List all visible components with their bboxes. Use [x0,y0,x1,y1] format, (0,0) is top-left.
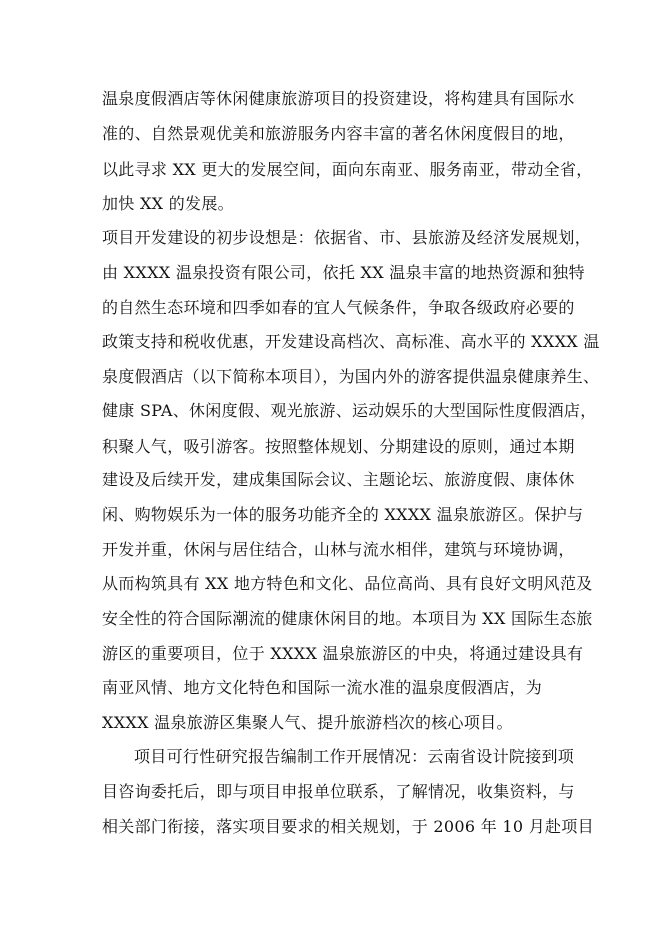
text-line: 加快 XX 的发展。 [102,194,234,213]
text-line: 政策支持和税收优惠，开发建设高档次、高标准、高水平的 XXXX 温 [102,332,600,351]
text-line: 健康 SPA、休闲度假、观光旅游、运动娱乐的大型国际性度假酒店， [102,401,597,420]
text-line: 项目开发建设的初步设想是：依据省、市、县旅游及经济发展规划， [102,228,592,247]
text-line: XXXX 温泉旅游区集聚人气、提升旅游档次的核心项目。 [102,713,513,732]
text-line: 项目可行性研究报告编制工作开展情况：云南省设计院接到项 [134,747,575,766]
text-line: 泉度假酒店（以下简称本项目），为国内外的游客提供温泉健康养生、 [102,367,600,386]
text-line: 的自然生态环境和四季如春的宜人气候条件，争取各级政府必要的 [102,298,575,317]
text-line: 游区的重要项目，位于 XXXX 温泉旅游区的中央，将通过建设具有 [102,644,584,663]
text-line: 积聚人气，吸引游客。按照整体规划、分期建设的原则，通过本期 [102,437,575,456]
text-line: 闲、购物娱乐为一体的服务功能齐全的 XXXX 温泉旅游区。保护与 [102,505,584,524]
text-line: 由 XXXX 温泉投资有限公司，依托 XX 温泉丰富的地热资源和独特 [102,263,585,282]
text-line: 南亚风情、地方文化特色和国际一流水准的温泉度假酒店，为 [102,678,543,697]
text-line: 安全性的符合国际潮流的健康休闲目的地。本项目为 XX 国际生态旅 [102,609,593,628]
text-line: 以此寻求 XX 更大的发展空间，面向东南亚、服务南亚，带动全省， [102,160,593,179]
text-line: 建设及后续开发，建成集国际会议、主题论坛、旅游度假、康体休 [102,470,575,489]
text-line: 从而构筑具有 XX 地方特色和文化、品位高尚、具有良好文明风范及 [102,574,593,593]
text-line: 相关部门衔接，落实项目要求的相关规划，于 2006 年 10 月赴项目 [102,817,594,836]
text-line: 开发并重，休闲与居住结合，山林与流水相伴，建筑与环境协调， [102,540,575,559]
text-line: 目咨询委托后，即与项目申报单位联系，了解情况，收集资料，与 [102,782,575,801]
text-line: 准的、自然景观优美和旅游服务内容丰富的著名休闲度假目的地， [102,124,575,143]
text-line: 温泉度假酒店等休闲健康旅游项目的投资建设，将构建具有国际水 [102,89,575,108]
